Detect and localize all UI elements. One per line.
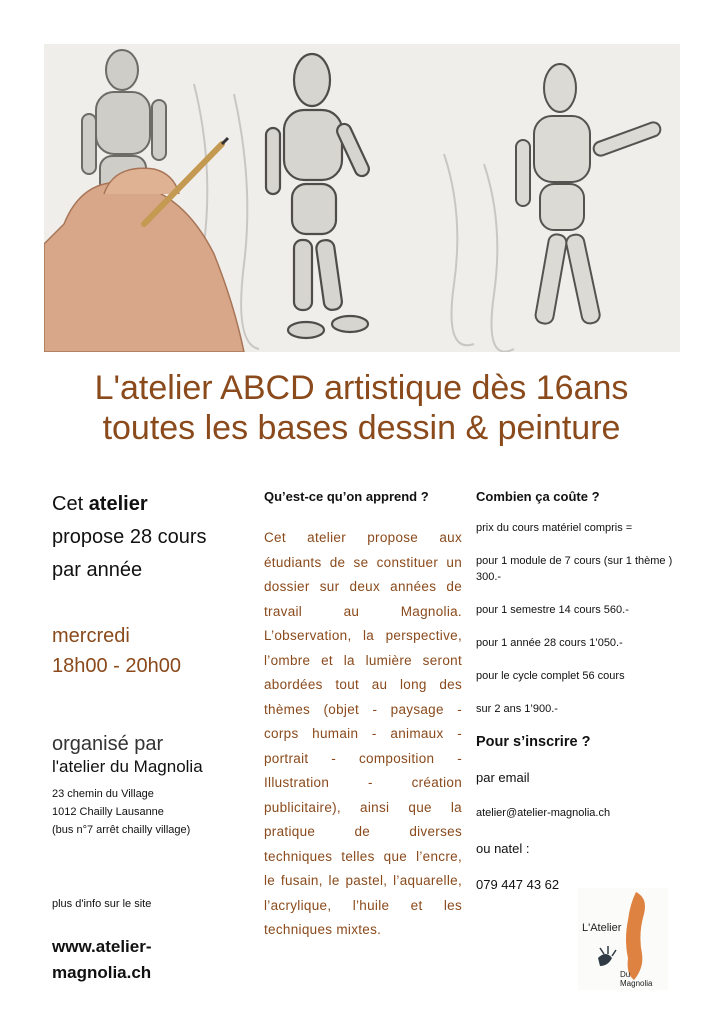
schedule-day: mercredi (52, 625, 130, 647)
schedule (52, 621, 252, 681)
price-item: pour le cycle complet 56 cours (476, 670, 625, 682)
left-column (52, 488, 252, 839)
organizer-title: organisé par (52, 733, 164, 755)
logo-text-top: L'Atelier (582, 922, 622, 934)
price-item: sur 2 ans 1’900.- (476, 703, 558, 715)
price-item: pour 1 semestre 14 cours 560.- (476, 604, 629, 616)
intro-line-3: par année (52, 559, 143, 581)
logo-text-bottom (620, 970, 652, 988)
price-item: prix du cours matériel compris = (476, 522, 633, 534)
address-line-2: 1012 Chailly Lausanne (52, 806, 164, 818)
address-line-3: (bus n°7 arrêt chailly village) (52, 824, 191, 836)
learn-column (264, 488, 462, 943)
atelier-magnolia-logo (578, 888, 668, 990)
register-phone[interactable]: 079 447 43 62 (476, 877, 560, 892)
register-by-phone: ou natel : (476, 841, 530, 856)
register-title: Pour s’inscrire ? (476, 734, 591, 750)
intro-line-2: propose 28 cours (52, 526, 207, 548)
organizer-name: l'atelier du Magnolia (52, 757, 203, 776)
schedule-time: 18h00 - 20h00 (52, 655, 182, 677)
organizer-address (52, 785, 252, 839)
register-email-link[interactable]: atelier@atelier-magnolia.ch (476, 807, 611, 819)
hero-drawing-photo (44, 44, 680, 352)
headline-line-2: toutes les bases dessin & peinture (102, 409, 621, 447)
learn-title: Qu’est-ce qu’on apprend ? (264, 489, 429, 504)
more-info-text: plus d'info sur le site (52, 898, 152, 910)
intro-prefix: Cet (52, 493, 89, 515)
sketch-illustration (44, 44, 680, 352)
cost-column (476, 488, 676, 896)
cost-title: Combien ça coûte ? (476, 489, 600, 504)
page-headline (0, 368, 723, 448)
price-list (476, 520, 676, 717)
price-item: pour 1 module de 7 cours (sur 1 thème ) 300.- (476, 555, 673, 583)
intro-text (52, 488, 252, 587)
address-line-1: 23 chemin du Village (52, 788, 154, 800)
register-by-email: par email (476, 770, 530, 785)
intro-line-1 (52, 488, 252, 521)
organizer-block (52, 733, 252, 839)
logo-text-magnolia: Magnolia (620, 979, 653, 988)
learn-body: Cet atelier propose aux étudiants de se constituer un dossier sur deux années de travail au Magnolia. L’observation, la perspective, l’ombre et la lumière seront abordées tout au long des thèmes (objet - paysage - corps humain - animaux - portrait - composition - Illustration - création publicitaire), ainsi que la pratique de diverses techniques telles que l’encre, le fusain, le pastel, l’aquarelle, l’acrylique, l’huile et les techniques mixtes. (264, 530, 462, 937)
price-item: pour 1 année 28 cours 1’050.- (476, 637, 623, 649)
logo-text-du: Du (620, 970, 631, 979)
intro-bold: atelier (88, 493, 148, 515)
website-link[interactable]: www.atelier-magnolia.ch (52, 937, 152, 982)
headline-line-1: L'atelier ABCD artistique dès 16ans (94, 369, 629, 407)
